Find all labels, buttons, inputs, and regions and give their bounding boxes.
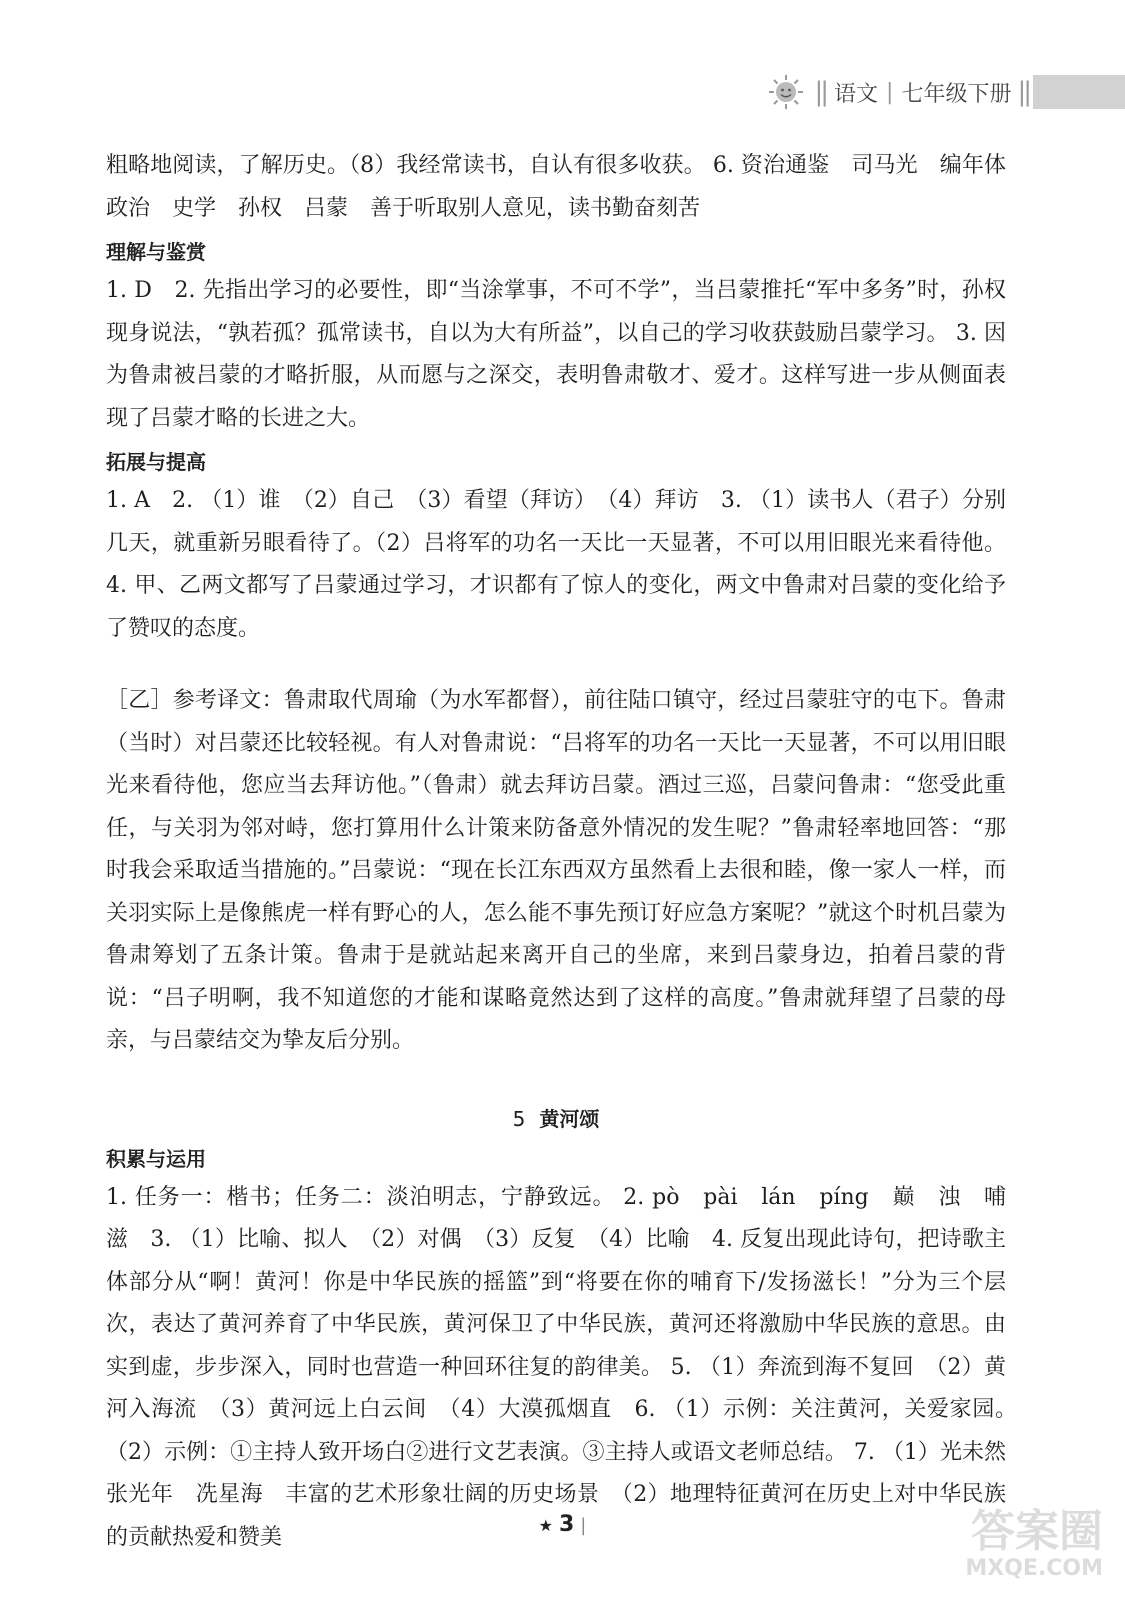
lesson-number: 5: [512, 1106, 526, 1131]
header-bars-left: ||: [814, 77, 827, 107]
header-grey-band: [1033, 75, 1125, 109]
accumulation-paragraph: 1. 任务一：楷书；任务二：淡泊明志，宁静致远。 2. pò pài lán píng 巅 浊 哺 滋 3. （1）比喻、拟人 （2）对偶 （3）反复 （4）比喻 4. 反复出现此诗句，把诗歌主体部分从“啊！黄河！你是中华民族的摇篮”到“将要在你的哺育下/发扬滋长！”分为三个层次，表达了黄河养育了中华民族，黄河保卫了中华民族，黄河还将激励中华民族的意思。由实到虚，步步深入，同时也营造一种回环往复的韵律美。 5. （1）奔流到海不复回 （2）黄河入海流 （3）黄河远上白云间 （4）大漠孤烟直 6. （1）示例：关注黄河，关爱家园。 （2）示例：①主持人致开场白②进行文艺表演。③主持人或语文老师总结。 7. （1）光未然 张光年 冼星海 丰富的艺术形象壮阔的历史场景 （2）地理特征黄河在历史上对中华民族的贡献热爱和赞美: [106, 1184, 1029, 1550]
lesson-title: [106, 1101, 1006, 1137]
page-number: 3: [558, 1512, 575, 1537]
watermark-text: 答案圈: [971, 1506, 1103, 1557]
watermark-url: MXQE.COM: [965, 1556, 1103, 1581]
header-separator: |: [886, 79, 894, 105]
header-grade: 七年级下册: [901, 81, 1012, 107]
star-icon: ★: [538, 1516, 553, 1535]
watermark-logo: [913, 1508, 1103, 1588]
header-subject: 语文: [834, 81, 879, 107]
intro-paragraph: 粗略地阅读，了解历史。（8）我经常读书，自认有很多收获。 6. 资治通鉴 司马光 编年体 政治 史学 孙权 吕蒙 善于听取别人意见，读书勤奋刻苦: [106, 153, 1029, 221]
header-bars-right: ||: [1017, 77, 1029, 107]
sun-logo-icon: [768, 74, 804, 110]
lesson-title-text: 黄河颂: [539, 1106, 600, 1131]
section-heading-accumulation: 积累与运用: [106, 1146, 206, 1171]
spacer: [106, 1063, 1006, 1101]
page-header: [705, 70, 1125, 114]
page-content: [106, 145, 1029, 1559]
understanding-paragraph: 1. D 2. 先指出学习的必要性，即“当涂掌事，不可不学”，当吕蒙推托“军中多务”时，孙权现身说法，“孰若孤？孤常读书，自以为大有所益”，以自己的学习收获鼓励吕蒙学习。 3. 因为鲁肃被吕蒙的才略折服，从而愿与之深交，表明鲁肃敬才、爱才。这样写进一步从侧面表现了吕蒙才略的长进之大。: [106, 278, 1006, 431]
section-heading-understanding: 理解与鉴赏: [106, 240, 206, 264]
extension-paragraph: 1. A 2. （1）谁 （2）自己 （3）看望（拜访） （4）拜访 3. （1）读书人（君子）分别几天，就重新另眼看待了。（2）吕将军的功名一天比一天显著，不可以用旧眼光来看待他。 4. 甲、乙两文都写了吕蒙通过学习，才识都有了惊人的变化，两文中鲁肃对吕蒙的变化给予了赞叹的态度。: [106, 488, 1006, 641]
spacer: [106, 650, 1006, 680]
section-heading-extension: 拓展与提高: [106, 450, 206, 474]
footer-tick: |: [580, 1515, 587, 1536]
translation-paragraph: ［乙］参考译文：鲁肃取代周瑜（为水军都督），前往陆口镇守，经过吕蒙驻守的屯下。鲁肃（当时）对吕蒙还比较轻视。有人对鲁肃说：“吕将军的功名一天比一天显著，不可以用旧眼光来看待他，您应当去拜访他。”（鲁肃）就去拜访吕蒙。酒过三巡，吕蒙问鲁肃：“您受此重任，与关羽为邻对峙，您打算用什么计策来防备意外情况的发生呢？”鲁肃轻率地回答：“那时我会采取适当措施的。”吕蒙说：“现在长江东西双方虽然看上去很和睦，像一家人一样，而关羽实际上是像熊虎一样有野心的人，怎么能不事先预订好应急方案呢？”就这个时机吕蒙为鲁肃筹划了五条计策。鲁肃于是就站起来离开自己的坐席，来到吕蒙身边，拍着吕蒙的背说：“吕子明啊，我不知道您的才能和谋略竟然达到了这样的高度。”鲁肃就拜望了吕蒙的母亲，与吕蒙结交为挚友后分别。: [106, 688, 1006, 1053]
